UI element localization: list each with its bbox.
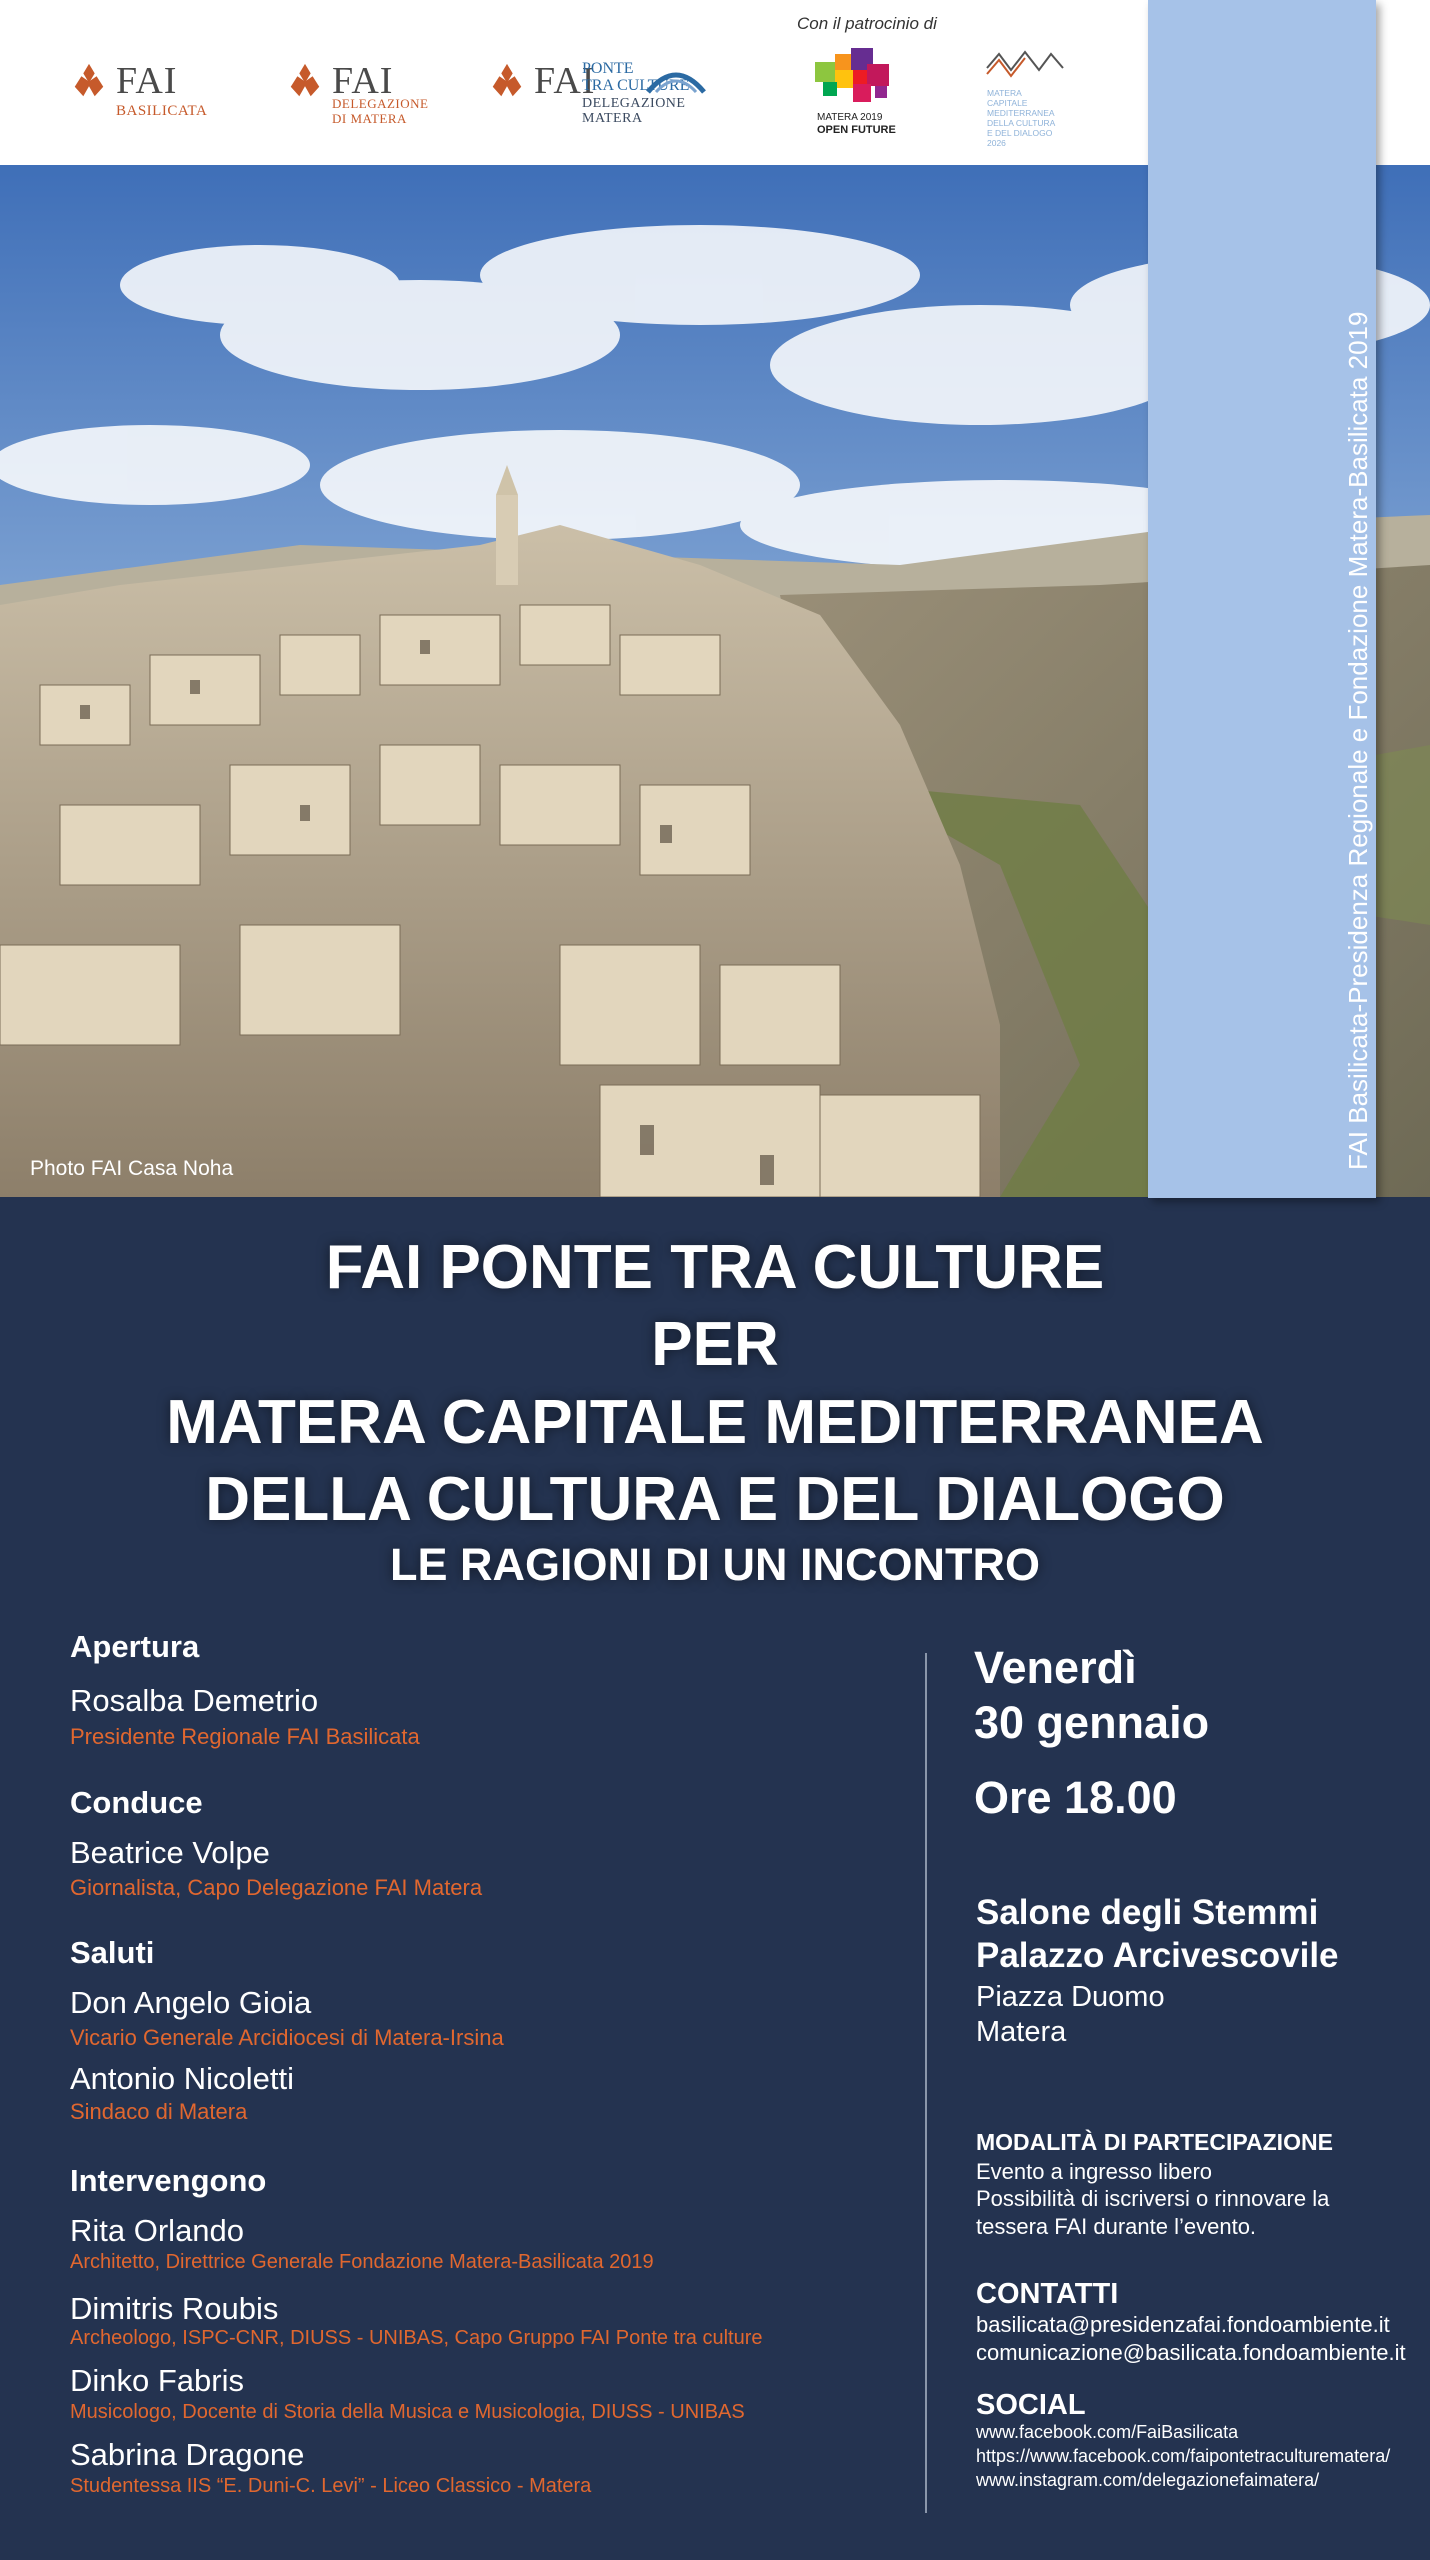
matera-2026-wave-icon [985,48,1065,78]
fai-wordmark: FAI [534,60,596,102]
social-link[interactable]: www.facebook.com/FaiBasilicata [976,2422,1239,2442]
person-name: Beatrice Volpe [70,1835,270,1870]
matera-2019-label: MATERA 2019 OPEN FUTURE [817,112,896,136]
fai-sub-line-2: DI MATERA [332,111,407,126]
person-name: Antonio Nicoletti [70,2061,295,2096]
vertical-banner [1148,0,1376,1198]
modalita-heading: MODALITÀ DI PARTECIPAZIONE [976,2129,1333,2155]
bridge-arc-icon [646,64,706,94]
event-time: Ore 18.00 [974,1772,1177,1823]
section-apertura: Apertura [70,1629,200,1664]
person-role: Vicario Generale Arcidiocesi di Matera-Irsina [70,2025,504,2050]
contact-email[interactable]: comunicazione@basilicata.fondoambiente.it [976,2340,1406,2365]
title-subtitle: LE RAGIONI DI UN INCONTRO [390,1539,1040,1590]
person-name: Dinko Fabris [70,2363,244,2398]
fai-sub-line-1: DELEGAZIONE [582,96,686,111]
person-role: Archeologo, ISPC-CNR, DIUSS - UNIBAS, Capo Gruppo FAI Ponte tra culture [70,2327,763,2349]
person-role: Architetto, Direttrice Generale Fondazione Matera-Basilicata 2019 [70,2251,654,2273]
modalita-line: Evento a ingresso libero [976,2159,1213,2184]
person-role: Studentessa IIS “E. Duni-C. Levi” - Liceo Classico - Matera [70,2475,592,2497]
person-role: Giornalista, Capo Delegazione FAI Matera [70,1875,483,1900]
vertical-banner-text: FAI Basilicata-Presidenza Regionale e Fondazione Matera-Basilicata 2019 [1343,311,1373,1170]
title-line-1: FAI PONTE TRA CULTURE [325,1233,1105,1302]
section-saluti: Saluti [70,1935,155,1970]
event-date: 30 gennaio [974,1697,1210,1748]
person-role: Sindaco di Matera [70,2099,248,2124]
venue-city: Matera [976,2016,1067,2048]
ponte-line-2: TRA CULTURE [582,77,690,94]
fai-wordmark: FAI [332,60,394,102]
title-line-3: MATERA CAPITALE MEDITERRANEA [166,1388,1264,1457]
photo-caption: Photo FAI Casa Noha [30,1157,234,1180]
venue-building: Palazzo Arcivescovile [976,1936,1339,1975]
fai-icon [286,62,324,100]
matera-2019-logo-icon [815,48,905,110]
fai-sub-line-2: MATERA [582,111,643,126]
contact-email[interactable]: basilicata@presidenzafai.fondoambiente.it [976,2312,1390,2337]
patrocinio-label: Con il patrocinio di [797,14,937,33]
person-name: Sabrina Dragone [70,2437,305,2472]
fai-wordmark: FAI [116,60,178,102]
venue-square: Piazza Duomo [976,1981,1165,2013]
social-link[interactable]: https://www.facebook.com/faipontetraculturematera/ [976,2446,1391,2466]
person-role: Musicologo, Docente di Storia della Musica e Musicologia, DIUSS - UNIBAS [70,2401,745,2423]
fai-icon [70,62,108,100]
person-name: Rita Orlando [70,2213,245,2248]
contatti-heading: CONTATTI [976,2278,1119,2310]
modalita-line: Possibilità di iscriversi o rinnovare la [976,2186,1330,2211]
person-name: Don Angelo Gioia [70,1985,312,2020]
ponte-line-1: PONTE [582,60,634,77]
column-divider [925,1653,927,2513]
matera-2026-label: MATERA CAPITALE MEDITERRANEA DELLA CULTURA E DEL DIALOGO 2026 [987,88,1056,148]
event-day: Venerdì [974,1642,1137,1693]
social-link[interactable]: www.instagram.com/delegazionefaimatera/ [976,2470,1320,2490]
section-conduce: Conduce [70,1785,203,1820]
person-name: Dimitris Roubis [70,2291,279,2326]
person-role: Presidente Regionale FAI Basilicata [70,1724,420,1749]
title-line-4: DELLA CULTURA E DEL DIALOGO [205,1465,1225,1534]
title-line-2: PER [651,1310,779,1379]
person-name: Rosalba Demetrio [70,1683,319,1718]
section-intervengono: Intervengono [70,2163,267,2198]
fai-sub-line-1: DELEGAZIONE [332,96,429,111]
modalita-line: tessera FAI durante l’evento. [976,2214,1257,2239]
fai-icon [488,62,526,100]
social-heading: SOCIAL [976,2389,1086,2421]
venue-hall: Salone degli Stemmi [976,1893,1319,1932]
fai-sub-label: BASILICATA [116,103,208,119]
